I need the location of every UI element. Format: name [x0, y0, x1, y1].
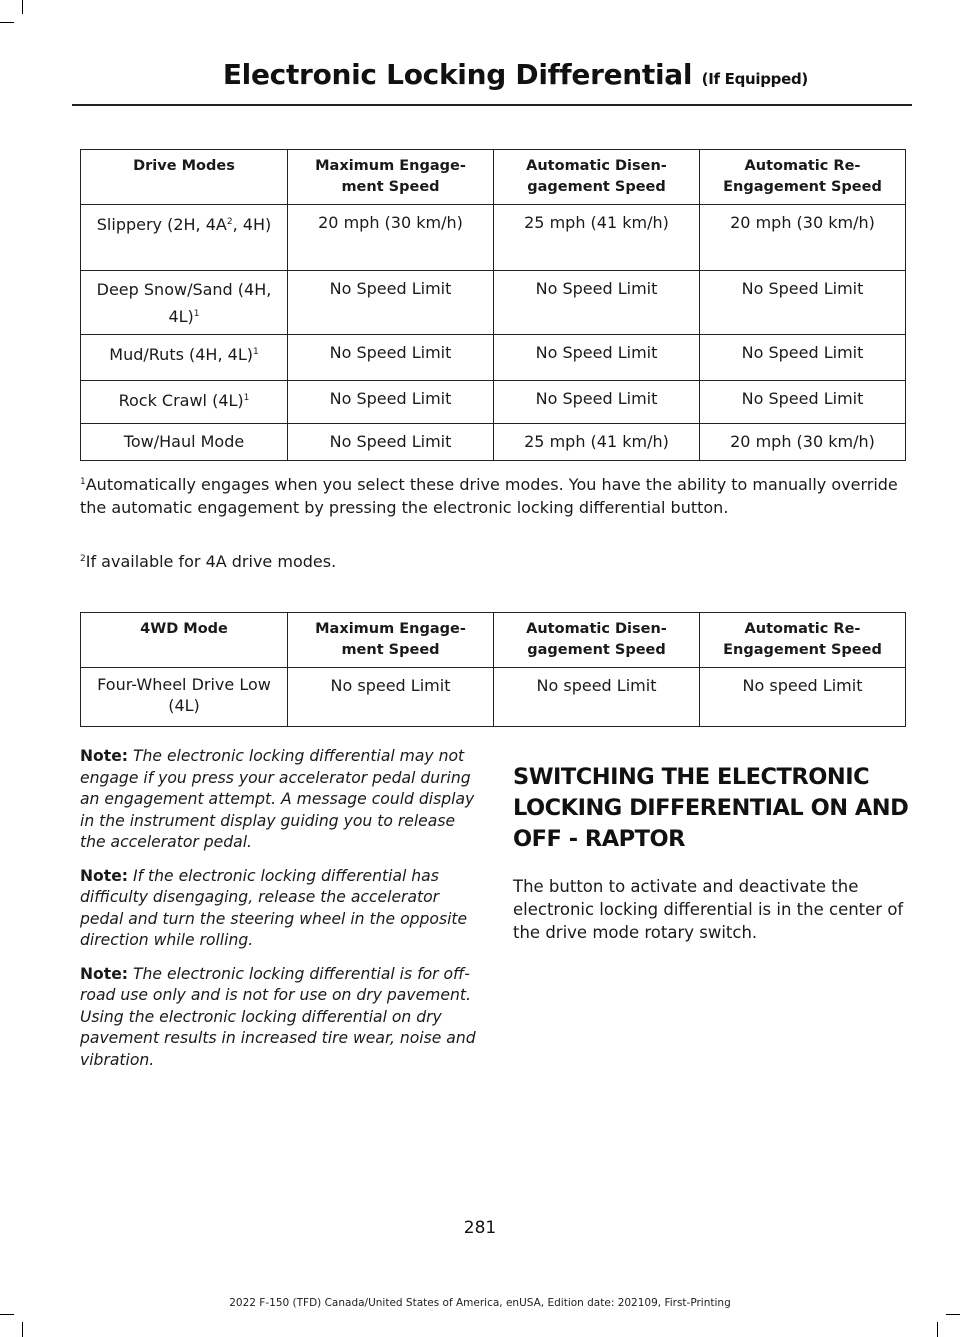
page-title-main: Electronic Locking Differential [222, 58, 693, 91]
header-line: Automatic Disen- [526, 158, 667, 174]
mode-text: Deep Snow/Sand (4H, 4L) [96, 280, 272, 326]
page-number: 281 [463, 1218, 497, 1238]
header-line: ment Speed [341, 179, 440, 195]
header-auto-disengagement-speed [494, 150, 700, 205]
table-header-row [81, 613, 906, 668]
crop-mark-bottom-left [0, 1314, 14, 1315]
note-paragraph [80, 964, 480, 1072]
footnote-2 [80, 550, 910, 573]
footnote-1 [80, 473, 910, 519]
crop-mark-top-left-v [22, 0, 23, 14]
header-max-engagement-speed [288, 613, 494, 668]
note-label: Note: [80, 747, 129, 765]
page-footer: 2022 F-150 (TFD) Canada/United States of America, enUSA, Edition date: 202109, First-Printing [229, 1297, 731, 1309]
cell-max-speed: No Speed Limit [288, 381, 494, 424]
cell-max-speed: No Speed Limit [288, 424, 494, 461]
cell-disengage-speed: No speed Limit [494, 668, 700, 727]
cell-4wd-mode: Four-Wheel Drive Low (4L) [81, 668, 288, 727]
cell-reengage-speed: No Speed Limit [700, 381, 906, 424]
cell-disengage-speed: No Speed Limit [494, 381, 700, 424]
page-title [223, 58, 808, 91]
footnote-text: If available for 4A drive modes. [85, 552, 337, 571]
mode-text: Rock Crawl (4L) [118, 391, 244, 410]
mode-text: Slippery (2H, 4A [96, 215, 227, 234]
footnote-text: Automatically engages when you select these drive modes. You have the ability to manually override the automatic engagement by pressing the electronic locking differential button. [80, 475, 898, 517]
header-drive-modes [81, 150, 288, 205]
header-line: Automatic Re- [744, 621, 861, 637]
header-auto-disengagement-speed [494, 613, 700, 668]
footnote-ref: 1 [243, 393, 250, 403]
table-header-row [81, 150, 906, 205]
header-max-engagement-speed [288, 150, 494, 205]
header-line: Engagement Speed [723, 642, 882, 658]
cell-disengage-speed: No Speed Limit [494, 271, 700, 335]
cell-reengage-speed: 20 mph (30 km/h) [700, 424, 906, 461]
section-heading: SWITCHING THE ELECTRONIC LOCKING DIFFERENTIAL ON AND OFF - RAPTOR [513, 764, 909, 852]
header-line: 4WD Mode [140, 621, 228, 637]
footnote-ref: 1 [193, 309, 200, 319]
4wd-mode-table [80, 612, 906, 727]
header-rule [72, 104, 912, 106]
note-text: The electronic locking differential may not engage if you press your accelerator pedal during an engagement attempt. A message could display in the instrument display guiding you to release the accelerator pedal. [80, 747, 475, 851]
header-line: Maximum Engage- [315, 621, 466, 637]
header-4wd-mode [81, 613, 288, 668]
header-line: gagement Speed [527, 179, 666, 195]
footnote-ref: 2 [226, 217, 233, 227]
table-row [81, 424, 906, 461]
table-row [81, 381, 906, 424]
cell-drive-mode [81, 271, 288, 335]
header-auto-reengagement-speed [700, 150, 906, 205]
cell-disengage-speed: 25 mph (41 km/h) [494, 424, 700, 461]
page-title-suffix: (If Equipped) [701, 70, 808, 88]
table-row [81, 205, 906, 271]
header-line: ment Speed [341, 642, 440, 658]
note-text: The electronic locking differential is for off-road use only and is not for use on dry pavement. Using the electronic locking differential on dry pavement results in increased tire wear, noise and vibration. [80, 964, 476, 1069]
table-row [81, 271, 906, 335]
table-row [81, 668, 906, 727]
mode-text: Mud/Ruts (4H, 4L) [109, 345, 253, 364]
note-label: Note: [80, 866, 129, 885]
cell-drive-mode [81, 335, 288, 381]
section-switching [513, 762, 913, 944]
note-paragraph [80, 866, 480, 952]
cell-disengage-speed: No Speed Limit [494, 335, 700, 381]
table-row [81, 335, 906, 381]
header-auto-reengagement-speed [700, 613, 906, 668]
footnote-marker: 1 [80, 477, 86, 487]
crop-mark-bottom-left-v [22, 1322, 23, 1337]
note-label: Note: [80, 964, 129, 983]
footnote-ref: 1 [252, 347, 259, 357]
cell-drive-mode: Tow/Haul Mode [81, 424, 288, 461]
cell-drive-mode [81, 205, 288, 271]
cell-reengage-speed: No speed Limit [700, 668, 906, 727]
drive-modes-table [80, 149, 906, 461]
cell-max-speed: No Speed Limit [288, 271, 494, 335]
header-line: Automatic Disen- [526, 621, 667, 637]
header-line: Maximum Engage- [315, 158, 466, 174]
mode-text-tail: , 4H) [232, 215, 272, 234]
cell-drive-mode [81, 381, 288, 424]
cell-reengage-speed: 20 mph (30 km/h) [700, 205, 906, 271]
crop-mark-top-left [0, 22, 14, 23]
header-line: Automatic Re- [744, 158, 861, 174]
cell-max-speed: 20 mph (30 km/h) [288, 205, 494, 271]
crop-mark-bottom-right [946, 1314, 960, 1315]
cell-max-speed: No Speed Limit [288, 335, 494, 381]
section-body: The button to activate and deactivate the electronic locking differential is in the center of the drive mode rotary switch. [513, 877, 904, 942]
cell-max-speed: No speed Limit [288, 668, 494, 727]
header-line: Drive Modes [133, 158, 235, 174]
note-paragraph [80, 746, 480, 854]
cell-reengage-speed: No Speed Limit [700, 271, 906, 335]
crop-mark-bottom-right-v [937, 1322, 938, 1337]
footnote-marker: 2 [80, 554, 86, 564]
notes-column [80, 746, 480, 1083]
header-line: gagement Speed [527, 642, 666, 658]
note-text: If the electronic locking differential has difficulty disengaging, release the accelerator pedal and turn the steering wheel in the opposite direction while rolling. [80, 866, 468, 949]
cell-disengage-speed: 25 mph (41 km/h) [494, 205, 700, 271]
cell-reengage-speed: No Speed Limit [700, 335, 906, 381]
header-line: Engagement Speed [723, 179, 882, 195]
